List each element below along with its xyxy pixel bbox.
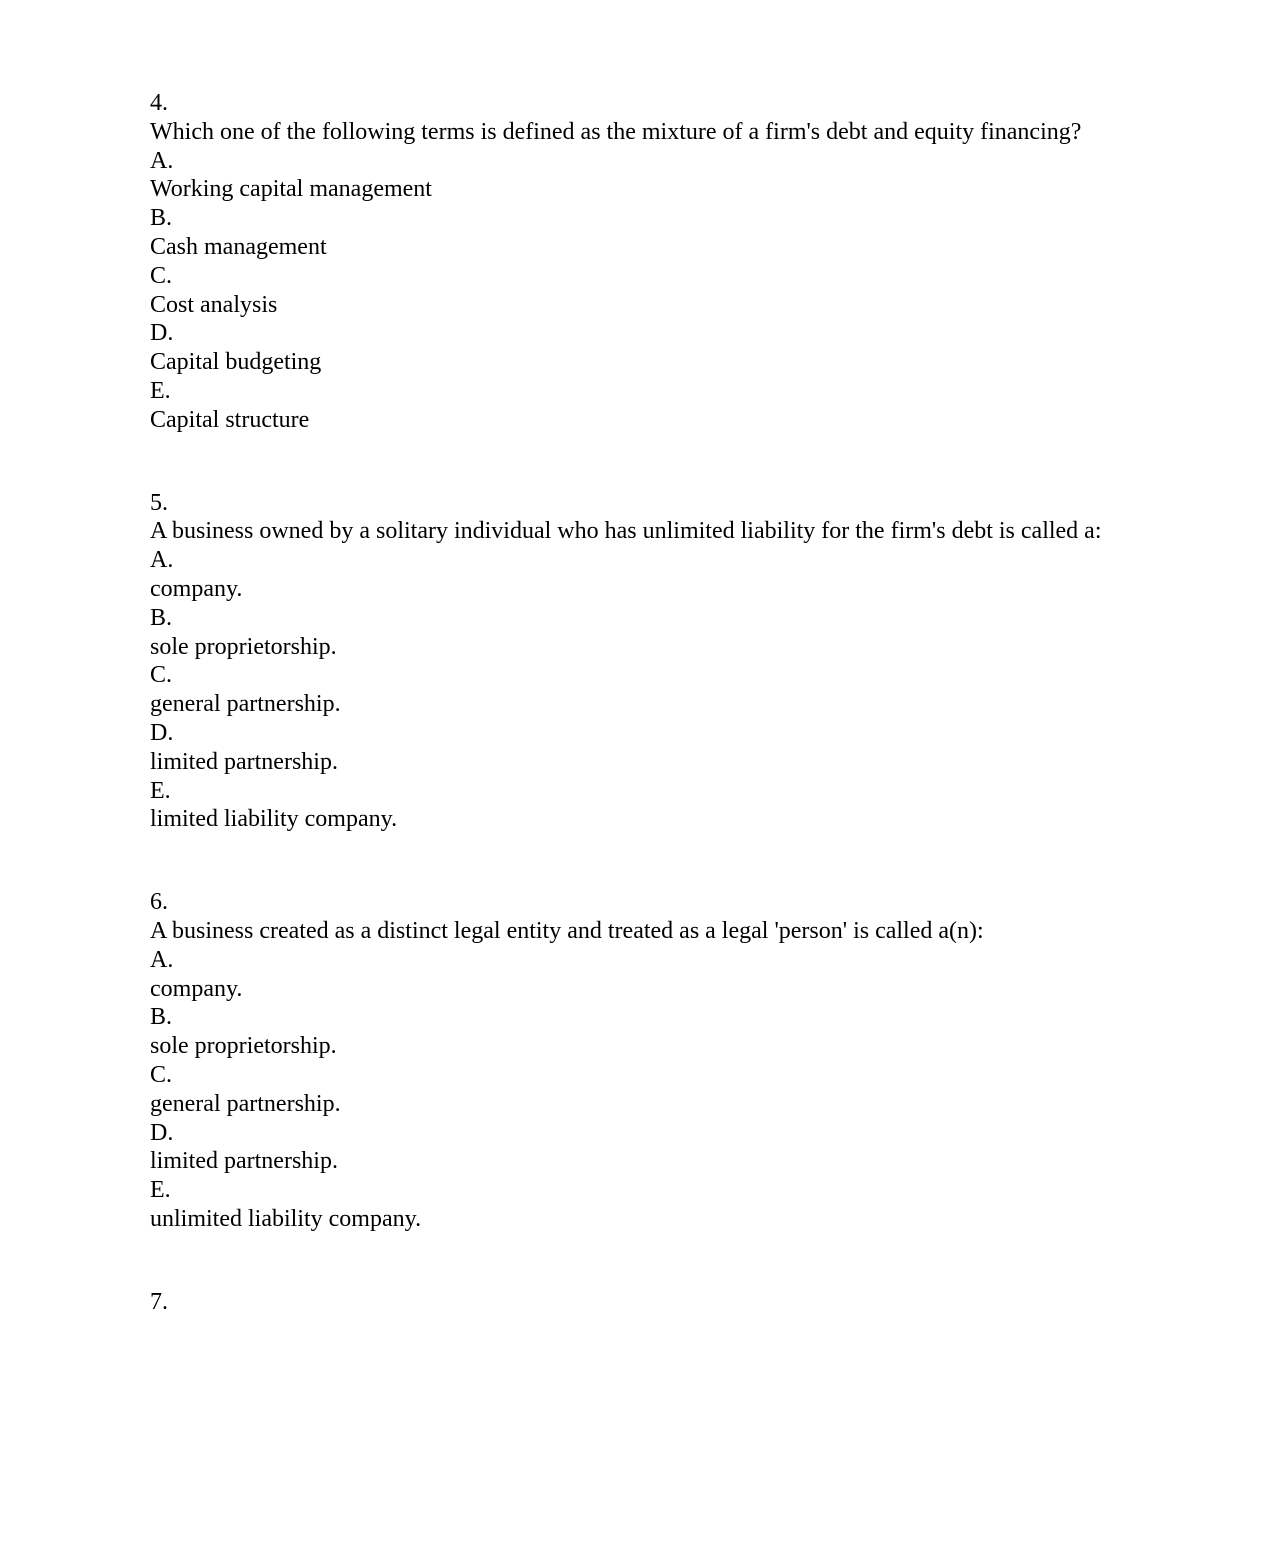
option-text: sole proprietorship. (150, 1033, 337, 1060)
question-6 (150, 888, 1150, 1234)
option-text: Capital structure (150, 406, 310, 433)
question-5 (150, 489, 1150, 835)
question-4 (150, 89, 1150, 435)
option-letter: B. (150, 604, 173, 631)
option-text: Working capital management (150, 176, 432, 203)
question-7 (150, 1288, 1150, 1317)
option-text: limited partnership. (150, 748, 338, 775)
option-text: limited partnership. (150, 1148, 338, 1175)
option-text: Capital budgeting (150, 349, 322, 376)
option-text: general partnership. (150, 691, 341, 718)
option-text: company. (150, 575, 243, 602)
document-page (150, 89, 1150, 1316)
question-text: Which one of the following terms is defined as the mixture of a firm's debt and equity financing? (150, 118, 1082, 145)
option-text: sole proprietorship. (150, 633, 337, 660)
option-text: Cash management (150, 233, 327, 260)
question-number: 6. (150, 889, 168, 916)
option-text: limited liability company. (150, 806, 398, 833)
question-number: 4. (150, 90, 168, 116)
option-letter: B. (150, 205, 173, 232)
option-letter: A. (150, 547, 174, 574)
option-letter: C. (150, 662, 173, 689)
question-number: 5. (150, 489, 168, 516)
option-letter: E. (150, 377, 171, 404)
option-letter: D. (150, 719, 174, 746)
option-text: general partnership. (150, 1090, 341, 1117)
option-letter: E. (150, 1177, 171, 1204)
option-letter: E. (150, 777, 171, 804)
question-text: A business created as a distinct legal entity and treated as a legal 'person' is called a(n): (150, 917, 984, 944)
option-text: Cost analysis (150, 291, 278, 318)
question-number: 7. (150, 1288, 168, 1315)
option-text: company. (150, 975, 243, 1002)
option-letter: A. (150, 147, 174, 174)
option-letter: B. (150, 1004, 173, 1031)
option-letter: D. (150, 1119, 174, 1146)
option-letter: C. (150, 262, 173, 289)
option-letter: C. (150, 1061, 173, 1088)
question-text: A business owned by a solitary individual who has unlimited liability for the firm's debt is called a: (150, 518, 1102, 545)
option-letter: D. (150, 320, 174, 347)
option-text: unlimited liability company. (150, 1205, 422, 1232)
option-letter: A. (150, 946, 174, 973)
